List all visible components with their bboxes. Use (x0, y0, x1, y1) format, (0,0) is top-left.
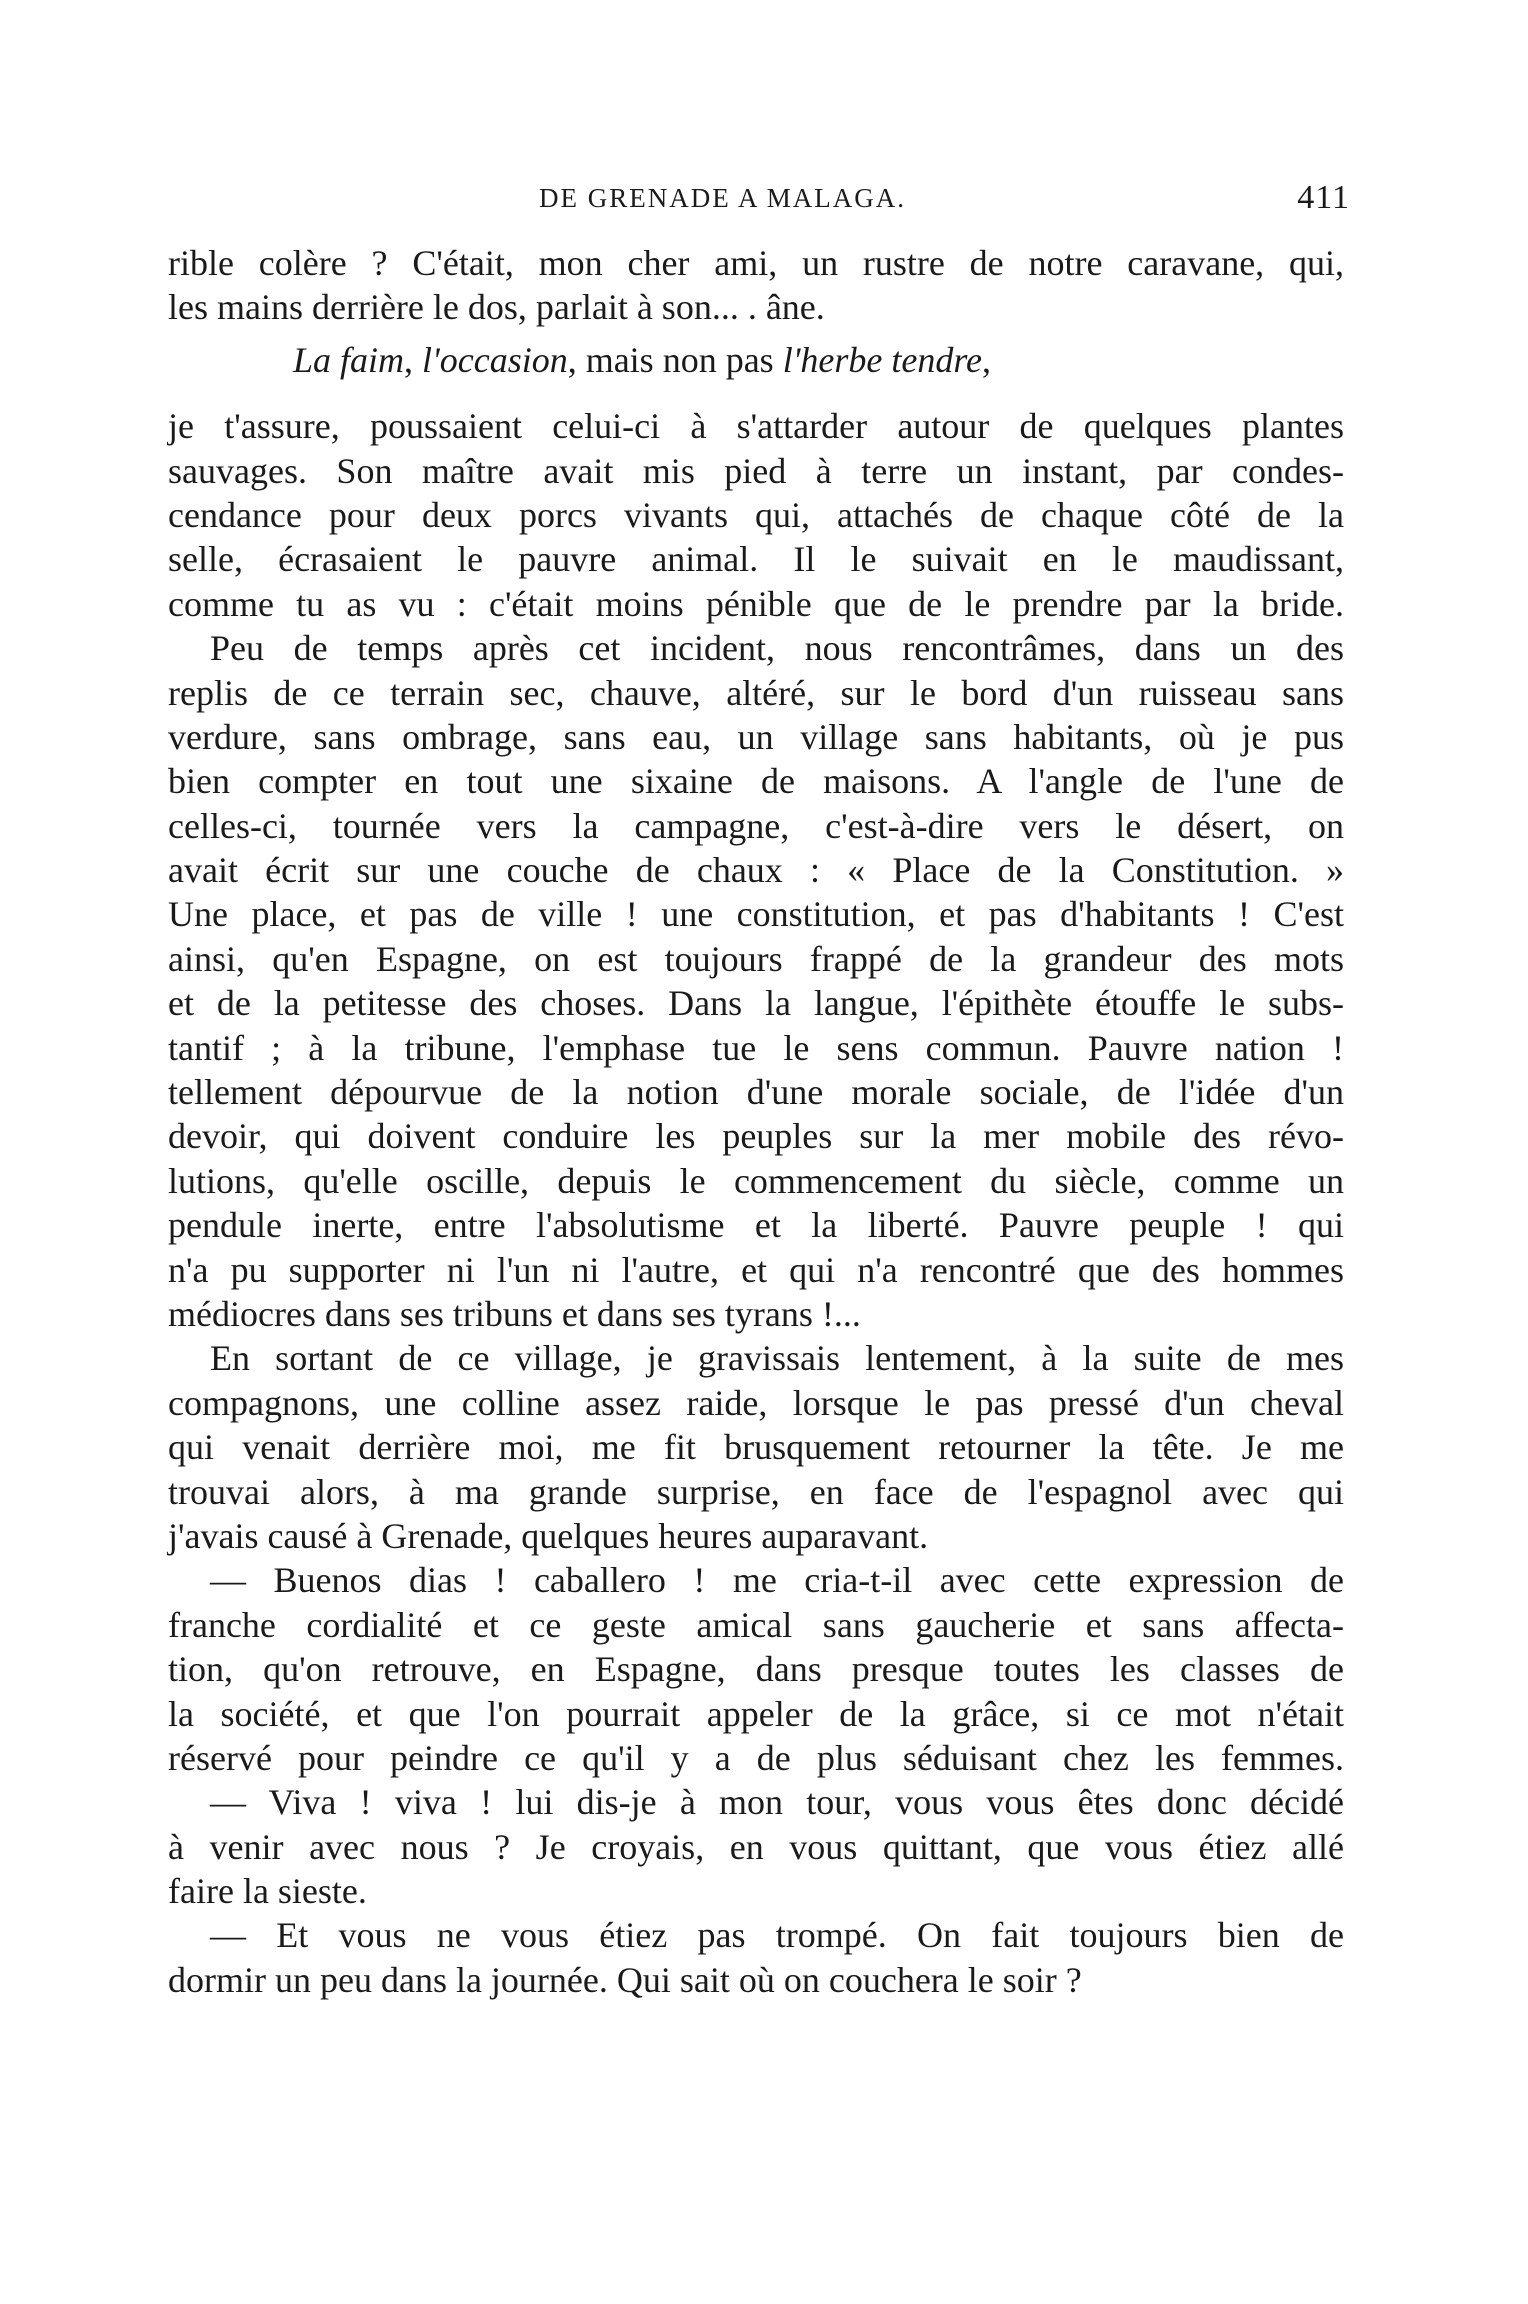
running-head (150, 179, 1350, 233)
text-line: réservé pour peindre ce qu'il y a de plus séduisant chez les femmes. (168, 1737, 1344, 1778)
page-number: 411 (1297, 179, 1350, 216)
text-line: Une place, et pas de ville ! une constitution, et pas d'habitants ! C'est (168, 894, 1344, 935)
text-line: replis de ce terrain sec, chauve, altéré, sur le bord d'un ruisseau sans (168, 672, 1344, 713)
text-line: les mains derrière le dos, parlait à son... . âne. (168, 287, 825, 328)
text-line: En sortant de ce village, je gravissais lentement, à la suite de mes (210, 1338, 1344, 1379)
text-line: tion, qu'on retrouve, en Espagne, dans presque toutes les classes de (168, 1649, 1344, 1690)
verse-quotation (168, 338, 1344, 382)
text-line: franche cordialité et ce geste amical sans gaucherie et sans affecta- (168, 1604, 1344, 1645)
text-line: bien compter en tout une sixaine de maisons. A l'angle de l'une de (168, 761, 1344, 802)
verse-separator: , (982, 339, 991, 380)
text-line: lutions, qu'elle oscille, depuis le commencement du siècle, comme un (168, 1160, 1344, 1201)
text-line: celles-ci, tournée vers la campagne, c'est-à-dire vers le désert, on (168, 805, 1344, 846)
text-line: comme tu as vu : c'était moins pénible que de le prendre par la bride. (168, 583, 1344, 624)
verse-part: l'herbe tendre (782, 339, 982, 380)
text-line: j'avais causé à Grenade, quelques heures auparavant. (168, 1515, 929, 1556)
text-line: verdure, sans ombrage, sans eau, un village sans habitants, où je pus (168, 716, 1344, 757)
text-line: compagnons, une colline assez raide, lorsque le pas pressé d'un cheval (168, 1382, 1344, 1423)
text-line: je t'assure, poussaient celui-ci à s'attarder autour de quelques plantes (168, 406, 1344, 447)
running-title: DE GRENADE A MALAGA. (539, 183, 906, 213)
verse-part: La faim (293, 339, 405, 380)
text-line: cendance pour deux porcs vivants qui, attachés de chaque côté de la (168, 494, 1344, 535)
text-line: médiocres dans ses tribuns et dans ses tyrans !... (168, 1293, 861, 1334)
text-line: pendule inerte, entre l'absolutisme et la liberté. Pauvre peuple ! qui (168, 1205, 1344, 1246)
verse-part: l'occasion (422, 339, 568, 380)
text-line: faire la sieste. (168, 1871, 367, 1912)
text-line: Peu de temps après cet incident, nous rencontrâmes, dans un des (210, 628, 1344, 669)
text-line: trouvai alors, à ma grande surprise, en face de l'espagnol avec qui (168, 1471, 1344, 1512)
text-line: avait écrit sur une couche de chaux : « Place de la Constitution. » (168, 850, 1344, 891)
text-line: sauvages. Son maître avait mis pied à terre un instant, par condes- (168, 450, 1344, 491)
verse-separator: , mais non pas (567, 339, 783, 380)
verse-separator: , (404, 339, 423, 380)
text-line: n'a pu supporter ni l'un ni l'autre, et qui n'a rencontré que des hommes (168, 1249, 1344, 1290)
text-line: tellement dépourvue de la notion d'une morale sociale, de l'idée d'un (168, 1072, 1344, 1113)
text-line: — Viva ! viva ! lui dis-je à mon tour, vous vous êtes donc décidé (210, 1782, 1344, 1823)
text-line: à venir avec nous ? Je croyais, en vous quittant, que vous étiez allé (168, 1826, 1344, 1867)
text-line: la société, et que l'on pourrait appeler de la grâce, si ce mot n'était (168, 1693, 1344, 1734)
text-line: — Buenos dias ! caballero ! me cria-t-il avec cette expression de (210, 1560, 1344, 1601)
text-line: qui venait derrière moi, me fit brusquement retourner la tête. Je me (168, 1427, 1344, 1468)
text-line: et de la petitesse des choses. Dans la langue, l'épithète étouffe le subs- (168, 983, 1344, 1024)
text-line: rible colère ? C'était, mon cher ami, un rustre de notre caravane, qui, (168, 243, 1344, 283)
text-line: dormir un peu dans la journée. Qui sait où on couchera le soir ? (168, 1959, 1082, 2000)
text-body (168, 241, 1344, 2002)
text-line: tantif ; à la tribune, l'emphase tue le sens commun. Pauvre nation ! (168, 1027, 1344, 1068)
text-line: selle, écrasaient le pauvre animal. Il le suivait en le maudissant, (168, 539, 1344, 580)
text-line: ainsi, qu'en Espagne, on est toujours frappé de la grandeur des mots (168, 938, 1344, 979)
text-line: devoir, qui doivent conduire les peuples sur la mer mobile des révo- (168, 1116, 1344, 1157)
text-line: — Et vous ne vous étiez pas trompé. On fait toujours bien de (210, 1915, 1344, 1956)
